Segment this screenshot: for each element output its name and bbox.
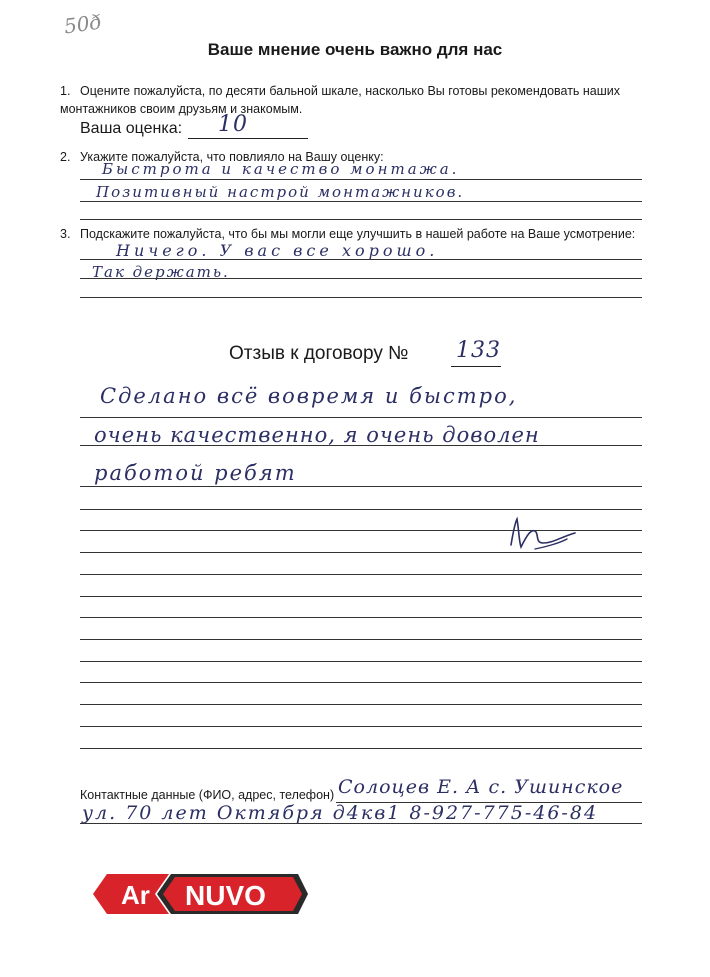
question-1-text: Оцените пожалуйста, по десяти бальной шкале, насколько Вы готовы рекомендовать наших монтажников своим друзьям и знакомым. bbox=[60, 84, 621, 116]
page-title: Ваше мнение очень важно для нас bbox=[207, 40, 503, 59]
score-label: Ваша оценка: bbox=[80, 120, 183, 137]
company-logo bbox=[93, 868, 308, 920]
question-3-text: Подскажите пожалуйста, что бы мы могли еще улучшить в нашей работе на Ваше усмотрение: bbox=[80, 227, 636, 241]
score-underline bbox=[188, 138, 308, 139]
review-rule-7 bbox=[80, 574, 642, 575]
q2-answer-rule-3 bbox=[80, 219, 642, 220]
signature bbox=[505, 513, 585, 553]
q3-answer-rule-1 bbox=[80, 259, 642, 260]
contract-number-underline bbox=[451, 366, 501, 367]
review-rule-13 bbox=[80, 704, 642, 705]
review-rule-10 bbox=[80, 639, 642, 640]
q2-answer-line-1: Быстрота и качество монтажа. bbox=[102, 160, 460, 178]
review-rule-12 bbox=[80, 682, 642, 683]
question-1 bbox=[60, 82, 660, 118]
q2-answer-rule-1 bbox=[80, 179, 642, 180]
review-line-2: очень качественно, я очень доволен bbox=[94, 423, 540, 447]
corner-handwritten-note: 50ð bbox=[62, 9, 103, 39]
contacts-line-2: ул. 70 лет Октября д4кв1 8-927-775-46-84 bbox=[82, 802, 599, 824]
review-rule-4 bbox=[80, 509, 642, 510]
review-rule-15 bbox=[80, 748, 642, 749]
review-rule-2 bbox=[80, 445, 642, 446]
q3-answer-line-1: Ничего. У вас все хорошо. bbox=[116, 241, 439, 260]
score-value: 10 bbox=[218, 112, 248, 137]
contacts-line-1: Солоцев Е. А с. Ушинское bbox=[338, 776, 624, 798]
contacts-label: Контактные данные (ФИО, адрес, телефон) bbox=[80, 788, 335, 802]
contacts-rule-2 bbox=[80, 823, 642, 824]
contract-number: 133 bbox=[456, 338, 501, 363]
q3-answer-line-2: Так держать. bbox=[92, 263, 230, 281]
q3-answer-rule-2 bbox=[80, 278, 642, 279]
logo-left-text: Ar bbox=[121, 880, 150, 910]
review-rule-14 bbox=[80, 726, 642, 727]
question-2-text: Укажите пожалуйста, что повлияло на Вашу оценку: bbox=[80, 150, 384, 164]
q3-answer-rule-3 bbox=[80, 297, 642, 298]
logo-right-text: NUVO bbox=[185, 880, 266, 911]
review-rule-11 bbox=[80, 661, 642, 662]
question-2-number: 2. bbox=[60, 150, 71, 164]
review-rule-1 bbox=[80, 417, 642, 418]
review-heading: Отзыв к договору № bbox=[229, 343, 409, 364]
q2-answer-rule-2 bbox=[80, 201, 642, 202]
question-3-number: 3. bbox=[60, 227, 71, 241]
review-line-3: работой ребят bbox=[94, 461, 297, 485]
q2-answer-line-2: Позитивный настрой монтажников. bbox=[96, 183, 465, 201]
review-rule-8 bbox=[80, 596, 642, 597]
question-1-number: 1. bbox=[60, 84, 71, 98]
review-rule-9 bbox=[80, 617, 642, 618]
review-line-1: Сделано всё вовремя и быстро, bbox=[100, 384, 518, 408]
review-rule-3 bbox=[80, 486, 642, 487]
